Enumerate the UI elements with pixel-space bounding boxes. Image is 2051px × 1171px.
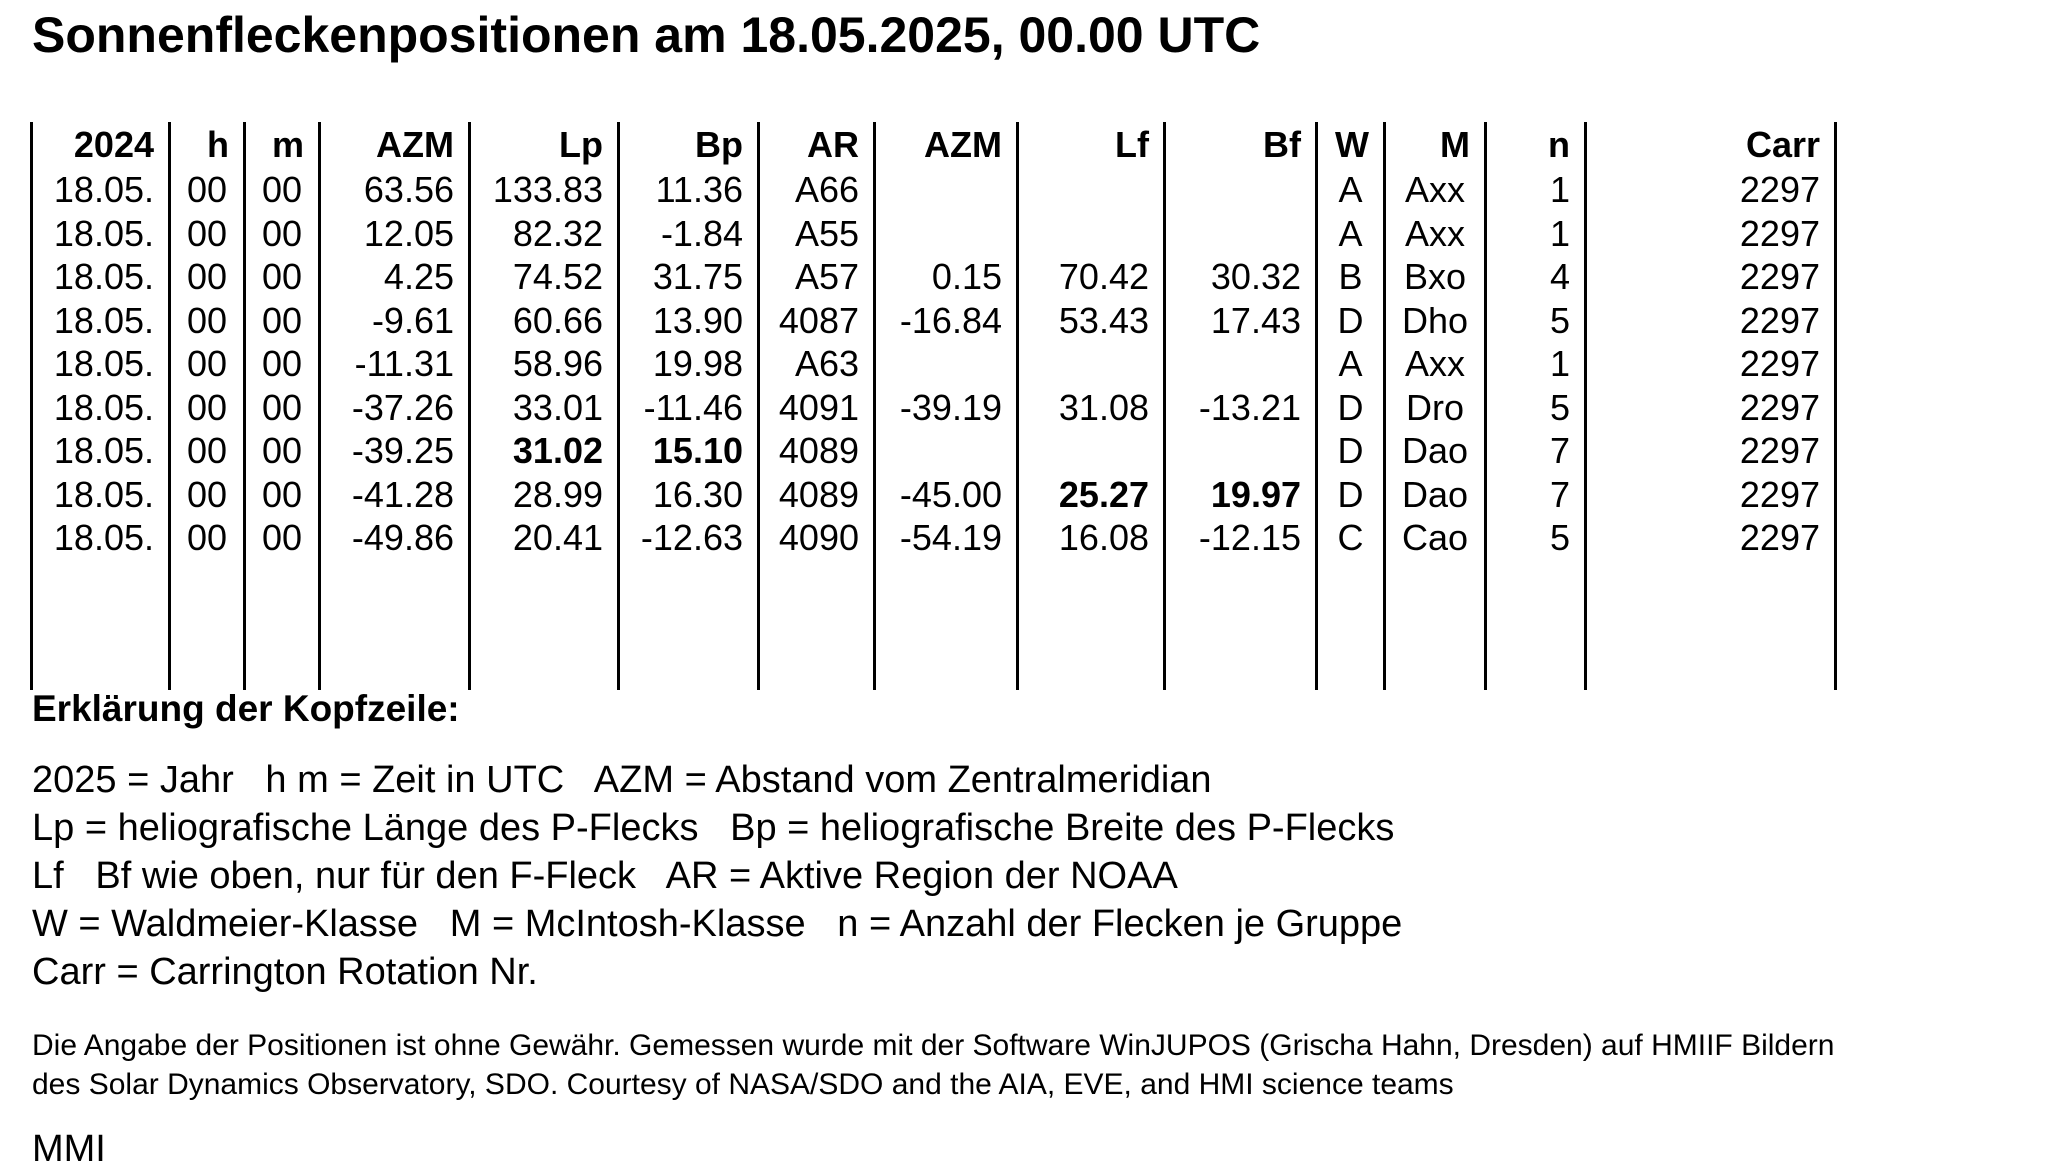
signature: MMI [32, 1128, 106, 1170]
table-cell: Bxo [1385, 255, 1486, 299]
table-cell: 1 [1486, 342, 1586, 386]
table-cell: 58.96 [470, 342, 619, 386]
table-cell: 18.05. [32, 212, 170, 256]
table-cell: Axx [1385, 168, 1486, 212]
table-cell: 31.02 [470, 429, 619, 473]
table-cell: B [1317, 255, 1385, 299]
table-cell: 20.41 [470, 516, 619, 560]
table-cell: 28.99 [470, 473, 619, 517]
table-cell: 133.83 [470, 168, 619, 212]
table-cell [1165, 342, 1317, 386]
table-cell: 31.75 [619, 255, 759, 299]
table-cell: 5 [1486, 299, 1586, 343]
table-header-row [32, 122, 1836, 168]
table-cell-empty [1317, 560, 1385, 690]
table-cell: 2297 [1586, 342, 1836, 386]
table-cell: 00 [170, 299, 245, 343]
table-cell-empty [320, 560, 470, 690]
table-cell: 16.08 [1018, 516, 1165, 560]
table-cell: -9.61 [320, 299, 470, 343]
table-cell: 33.01 [470, 386, 619, 430]
table-cell: 00 [245, 342, 320, 386]
table-cell-empty [1018, 560, 1165, 690]
table-row [32, 255, 1836, 299]
table-cell [1165, 429, 1317, 473]
table-cell: -11.31 [320, 342, 470, 386]
table-cell: -39.19 [875, 386, 1018, 430]
legend-line: Lp = heliografische Länge des P-Flecks Bp = heliografische Breite des P-Flecks [32, 807, 1395, 849]
table-cell: 00 [245, 429, 320, 473]
table-cell-empty [245, 560, 320, 690]
column-header: Bp [619, 122, 759, 168]
table-cell: 18.05. [32, 299, 170, 343]
table-cell-empty [32, 560, 170, 690]
column-header: n [1486, 122, 1586, 168]
table-cell: 15.10 [619, 429, 759, 473]
table-cell [1018, 212, 1165, 256]
table-cell: Dro [1385, 386, 1486, 430]
disclaimer-line: Die Angabe der Positionen ist ohne Gewähr. Gemessen wurde mit der Software WinJUPOS (Grischa Hahn, Dresden) auf HMIIF Bildern [32, 1029, 1835, 1062]
column-header: AZM [320, 122, 470, 168]
table-cell: 18.05. [32, 255, 170, 299]
table-cell: -37.26 [320, 386, 470, 430]
legend-line: Lf Bf wie oben, nur für den F-Fleck AR = Aktive Region der NOAA [32, 855, 1178, 897]
column-header: AZM [875, 122, 1018, 168]
table-cell: 2297 [1586, 516, 1836, 560]
table-cell: A [1317, 212, 1385, 256]
table-cell: 18.05. [32, 342, 170, 386]
table-cell: 2297 [1586, 473, 1836, 517]
table-cell: A63 [759, 342, 875, 386]
table-cell: 74.52 [470, 255, 619, 299]
table-cell: 00 [170, 255, 245, 299]
table-cell: 2297 [1586, 299, 1836, 343]
table-filler-row [32, 560, 1836, 690]
table-cell: Dao [1385, 473, 1486, 517]
table-cell: 19.97 [1165, 473, 1317, 517]
table-cell: Axx [1385, 342, 1486, 386]
table-cell: 18.05. [32, 168, 170, 212]
table-cell: 00 [170, 516, 245, 560]
table-cell: D [1317, 429, 1385, 473]
table-cell: 70.42 [1018, 255, 1165, 299]
table-cell-empty [759, 560, 875, 690]
column-header: M [1385, 122, 1486, 168]
table-cell-empty [619, 560, 759, 690]
table-cell: -41.28 [320, 473, 470, 517]
table-cell: 63.56 [320, 168, 470, 212]
table-cell [875, 212, 1018, 256]
table-cell: 18.05. [32, 429, 170, 473]
column-header: 2024 [32, 122, 170, 168]
table-cell: 4090 [759, 516, 875, 560]
table-cell: 82.32 [470, 212, 619, 256]
legend-line: 2025 = Jahr h m = Zeit in UTC AZM = Abstand vom Zentralmeridian [32, 759, 1212, 801]
table-cell: 1 [1486, 212, 1586, 256]
table-cell: 00 [245, 255, 320, 299]
table-cell-empty [1586, 560, 1836, 690]
table-cell [875, 168, 1018, 212]
table-cell [1018, 168, 1165, 212]
table-cell-empty [875, 560, 1018, 690]
column-header: AR [759, 122, 875, 168]
table-cell: Cao [1385, 516, 1486, 560]
table-cell: -12.63 [619, 516, 759, 560]
table-cell: -54.19 [875, 516, 1018, 560]
legend-line: Carr = Carrington Rotation Nr. [32, 951, 538, 993]
table-cell: -45.00 [875, 473, 1018, 517]
table-cell-empty [1165, 560, 1317, 690]
legend-title: Erklärung der Kopfzeile: [32, 688, 460, 729]
table-cell: 53.43 [1018, 299, 1165, 343]
page-title: Sonnenfleckenpositionen am 18.05.2025, 00.00 UTC [32, 7, 1261, 63]
table-cell: A55 [759, 212, 875, 256]
table-cell-empty [1486, 560, 1586, 690]
table-cell [1018, 429, 1165, 473]
table-cell: A [1317, 342, 1385, 386]
table-cell: 4087 [759, 299, 875, 343]
table-cell: 2297 [1586, 386, 1836, 430]
table-row [32, 342, 1836, 386]
table-cell: 00 [245, 473, 320, 517]
table-cell: Dao [1385, 429, 1486, 473]
table-cell: 00 [170, 473, 245, 517]
table-cell: 00 [245, 168, 320, 212]
column-header: W [1317, 122, 1385, 168]
table-cell [875, 429, 1018, 473]
table-cell: 5 [1486, 386, 1586, 430]
table-cell: -49.86 [320, 516, 470, 560]
table-cell: -1.84 [619, 212, 759, 256]
table-cell: 00 [170, 386, 245, 430]
table-cell: 13.90 [619, 299, 759, 343]
table-cell: 1 [1486, 168, 1586, 212]
table-row [32, 212, 1836, 256]
table-cell: 2297 [1586, 168, 1836, 212]
column-header: m [245, 122, 320, 168]
table-cell: 4091 [759, 386, 875, 430]
column-header: Carr [1586, 122, 1836, 168]
table-cell: 25.27 [1018, 473, 1165, 517]
table-cell: 00 [245, 386, 320, 430]
table-row [32, 473, 1836, 517]
table-cell-empty [170, 560, 245, 690]
table-cell: 31.08 [1018, 386, 1165, 430]
table-cell: 60.66 [470, 299, 619, 343]
table-cell-empty [1385, 560, 1486, 690]
table-cell: 0.15 [875, 255, 1018, 299]
table-cell: 00 [170, 168, 245, 212]
table-row [32, 386, 1836, 430]
table-cell: 7 [1486, 473, 1586, 517]
column-header: Lp [470, 122, 619, 168]
table-cell: 12.05 [320, 212, 470, 256]
table-cell [1018, 342, 1165, 386]
legend-line: W = Waldmeier-Klasse M = McIntosh-Klasse n = Anzahl der Flecken je Gruppe [32, 903, 1403, 945]
table-cell: C [1317, 516, 1385, 560]
table-cell: 00 [245, 516, 320, 560]
table-cell: -13.21 [1165, 386, 1317, 430]
table-cell: 2297 [1586, 255, 1836, 299]
disclaimer-line: des Solar Dynamics Observatory, SDO. Courtesy of NASA/SDO and the AIA, EVE, and HMI science teams [32, 1068, 1454, 1101]
table-cell: A66 [759, 168, 875, 212]
table-cell: D [1317, 473, 1385, 517]
disclaimer [32, 1026, 1834, 1104]
table-cell: -12.15 [1165, 516, 1317, 560]
table-cell: -16.84 [875, 299, 1018, 343]
table-cell: 00 [245, 299, 320, 343]
table-row [32, 516, 1836, 560]
table-cell: A57 [759, 255, 875, 299]
table-cell-empty [470, 560, 619, 690]
table-cell: 11.36 [619, 168, 759, 212]
table-cell: 7 [1486, 429, 1586, 473]
table-cell: 00 [245, 212, 320, 256]
table-cell: D [1317, 386, 1385, 430]
table-cell: A [1317, 168, 1385, 212]
table-cell: 30.32 [1165, 255, 1317, 299]
table-cell: Dho [1385, 299, 1486, 343]
table-cell: 4.25 [320, 255, 470, 299]
table-cell: -39.25 [320, 429, 470, 473]
table-row [32, 168, 1836, 212]
table-cell [875, 342, 1018, 386]
column-header: Lf [1018, 122, 1165, 168]
table-cell: -11.46 [619, 386, 759, 430]
sunspot-table [30, 122, 1837, 690]
table-cell: 00 [170, 212, 245, 256]
table-cell: Axx [1385, 212, 1486, 256]
table-cell: 16.30 [619, 473, 759, 517]
table-cell: D [1317, 299, 1385, 343]
table-cell: 2297 [1586, 212, 1836, 256]
legend [32, 756, 1402, 996]
table-cell: 5 [1486, 516, 1586, 560]
table-cell: 00 [170, 342, 245, 386]
column-header: h [170, 122, 245, 168]
table-cell: 4 [1486, 255, 1586, 299]
table-cell: 18.05. [32, 516, 170, 560]
table-cell: 4089 [759, 473, 875, 517]
column-header: Bf [1165, 122, 1317, 168]
table-cell: 4089 [759, 429, 875, 473]
table-cell: 18.05. [32, 473, 170, 517]
table-cell [1165, 168, 1317, 212]
table-cell: 19.98 [619, 342, 759, 386]
table-row [32, 299, 1836, 343]
table-row [32, 429, 1836, 473]
table-cell: 2297 [1586, 429, 1836, 473]
table-cell: 17.43 [1165, 299, 1317, 343]
table-cell: 18.05. [32, 386, 170, 430]
table-cell [1165, 212, 1317, 256]
table-cell: 00 [170, 429, 245, 473]
